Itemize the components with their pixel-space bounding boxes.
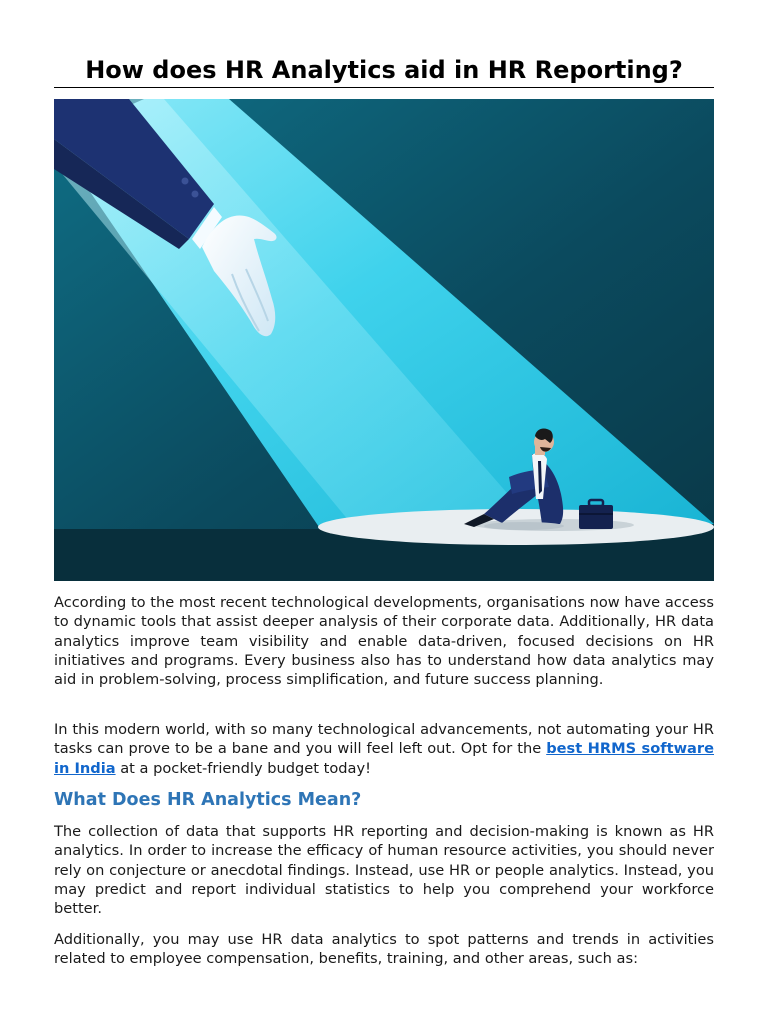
definition-paragraph: The collection of data that supports HR reporting and decision-making is known as HR analytics. In order to increase the efficacy of human resource activities, you should never rely on conjecture or anecdotal findings. Instead, use HR or people analytics. Instead, you may predict and report individual statistics to help you comprehend your workforce better. [54,823,714,918]
title-underline [54,87,714,88]
automation-paragraph [54,720,714,778]
hero-illustration [54,99,714,581]
intro-paragraph: According to the most recent technological developments, organisations now have access to dynamic tools that assist deeper analysis of their corporate data. Additionally, HR data analytics improve team visibility and enable data-driven, focused decisions on HR initiatives and programs. Every business also has to understand how data analytics may aid in problem-solving, process simplification, and future success planning. [54,594,714,689]
hrms-software-link[interactable]: best HRMS software in India [54,740,715,777]
document-title: How does HR Analytics aid in HR Reporting? [85,56,683,84]
automation-paragraph-text: In this modern world, with so many technological advancements, not automating your HR tasks can prove to be a bane and you will feel left out. Opt for the [54,721,714,758]
section-heading: What Does HR Analytics Mean? [54,790,362,810]
automation-paragraph-tail: at a pocket-friendly budget today! [115,759,371,777]
trends-paragraph: Additionally, you may use HR data analytics to spot patterns and trends in activities related to employee compensation, benefits, training, and other areas, such as: [54,931,714,968]
